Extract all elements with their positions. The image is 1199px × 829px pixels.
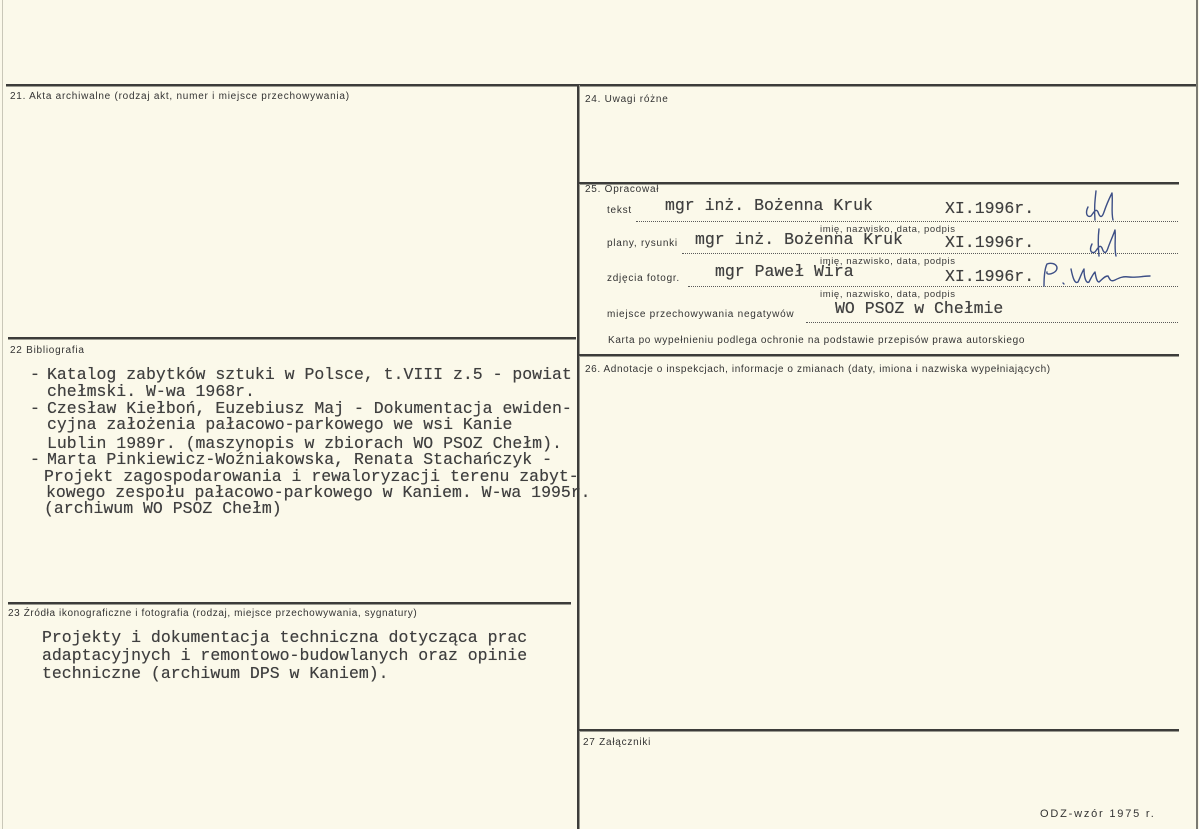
- negatives-label: miejsce przechowywania negatywów: [607, 309, 795, 320]
- iconography-line: adaptacyjnych i remontowo-budowlanych oraz opinie: [42, 646, 528, 665]
- bibliography-dash: -: [30, 399, 40, 418]
- section-22-label: 22 Bibliografia: [10, 345, 85, 356]
- bibliography-line: cyjna założenia pałacowo-parkowego we wsi Kanie: [47, 415, 513, 434]
- section-21-label: 21. Akta archiwalne (rodzaj akt, numer i miejsce przechowywania): [10, 91, 350, 102]
- section-27-label: 27 Załączniki: [583, 737, 652, 748]
- signature-3: [1038, 260, 1153, 290]
- rule-21-22: [8, 337, 576, 339]
- negatives-dotted-line: [806, 322, 1178, 323]
- bibliography-line: Katalog zabytków sztuki w Polsce, t.VIII z.5 - powiat: [47, 365, 572, 384]
- bibliography-dash: -: [30, 365, 40, 384]
- section-25-label: 25. Opracował: [585, 184, 660, 195]
- right-paper-edge: [1196, 0, 1198, 829]
- bibliography-line: Projekt zagospodarowania i rewaloryzacji terenu zabyt-: [44, 467, 579, 486]
- top-rule: [6, 84, 1196, 86]
- section-26-label: 26. Adnotacje o inspekcjach, informacje o zmianach (daty, imiona i nazwiska wypełniających): [585, 364, 1051, 375]
- bibliography-line: kowego zespołu pałacowo-parkowego w Kaniem. W-wa 1995r.: [46, 483, 591, 502]
- rule-22-23: [8, 602, 571, 604]
- row-photos-name: mgr Paweł Wira: [715, 262, 854, 281]
- form-code: ODZ-wzór 1975 r.: [1040, 808, 1156, 820]
- row-plans-caption: imię, nazwisko, data, podpis: [820, 256, 956, 267]
- column-divider: [577, 85, 579, 829]
- negatives-value: WO PSOZ w Chełmie: [835, 299, 1004, 318]
- row-text-date: XI.1996r.: [945, 199, 1035, 218]
- rule-25-26: [579, 354, 1179, 356]
- row-text-label: tekst: [607, 205, 632, 216]
- bibliography-line: (archiwum WO PSOZ Chełm): [44, 499, 282, 518]
- row-photos-label: zdjęcia fotogr.: [607, 273, 680, 284]
- row-plans-name: mgr inż. Bożenna Kruk: [695, 230, 903, 249]
- iconography-line: techniczne (archiwum DPS w Kaniem).: [42, 664, 389, 683]
- bibliography-dash: -: [30, 450, 40, 469]
- signature-2: [1086, 226, 1126, 260]
- row-text-name: mgr inż. Bożenna Kruk: [665, 196, 873, 215]
- bibliography-line: Lublin 1989r. (maszynopis w zbiorach WO PSOZ Chełm).: [47, 434, 562, 453]
- row-text-caption: imię, nazwisko, data, podpis: [820, 224, 956, 235]
- row-plans-label: plany, rysunki: [607, 238, 678, 249]
- rule-26-27: [579, 729, 1179, 731]
- bibliography-line: chełmski. W-wa 1968r.: [47, 382, 255, 401]
- section-24-label: 24. Uwagi różne: [585, 94, 669, 105]
- bibliography-line: Marta Pinkiewicz-Woźniakowska, Renata Stachańczyk -: [47, 450, 552, 469]
- copyright-note: Karta po wypełnieniu podlega ochronie na podstawie przepisów prawa autorskiego: [608, 335, 1026, 346]
- left-paper-edge: [2, 0, 3, 829]
- bibliography-line: Czesław Kiełboń, Euzebiusz Maj - Dokumentacja ewiden-: [47, 399, 572, 418]
- rule-24-25: [579, 182, 1179, 184]
- row-photos-caption: imię, nazwisko, data, podpis: [820, 289, 956, 300]
- signature-1: [1082, 188, 1122, 224]
- section-23-label: 23 Źródła ikonograficzne i fotografia (rodzaj, miejsce przechowywania, sygnatury): [8, 608, 418, 619]
- row-photos-date: XI.1996r.: [945, 267, 1035, 286]
- row-plans-date: XI.1996r.: [945, 233, 1035, 252]
- iconography-line: Projekty i dokumentacja techniczna dotycząca prac: [42, 628, 528, 647]
